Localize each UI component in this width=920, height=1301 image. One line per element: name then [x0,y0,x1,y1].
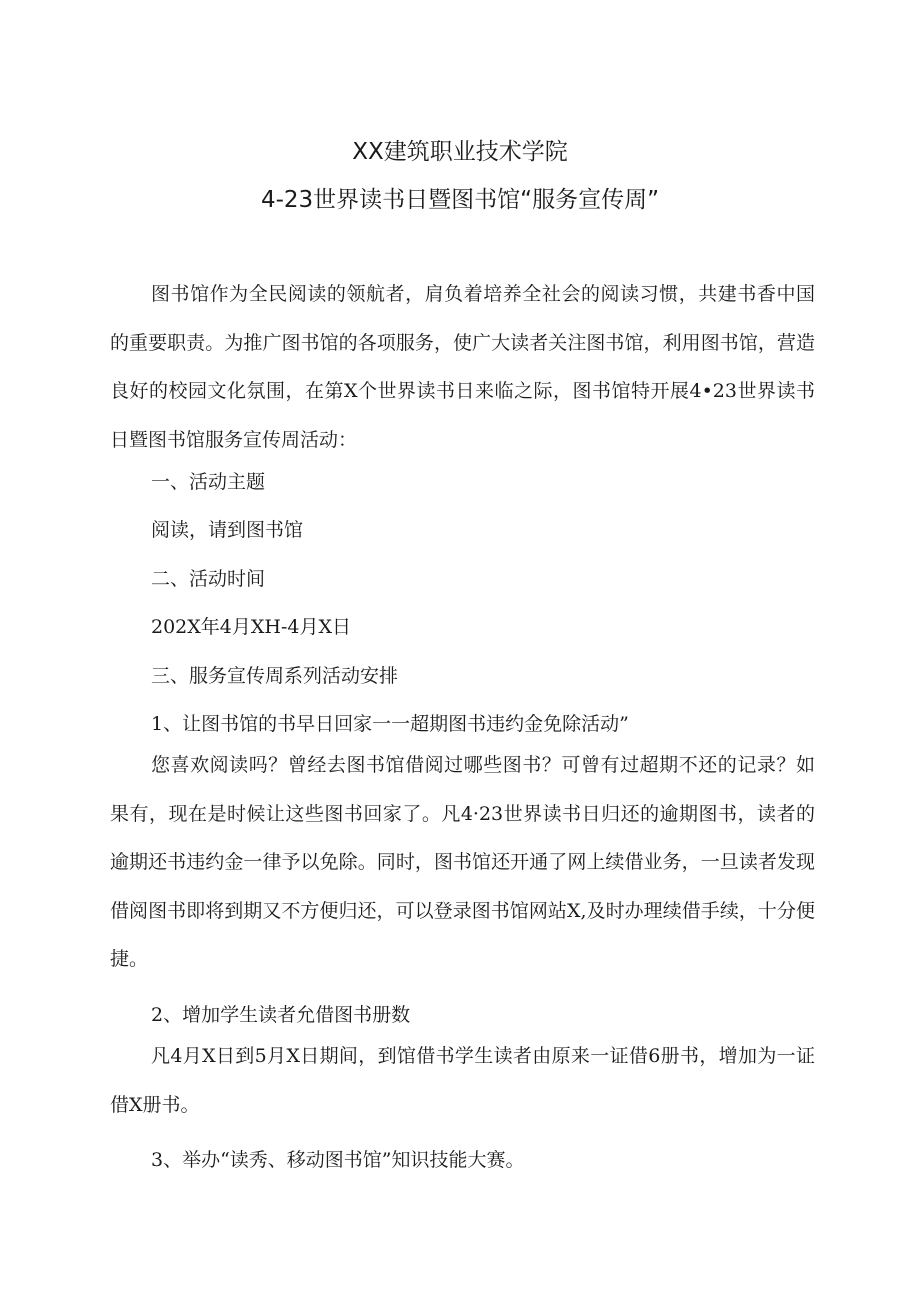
section-heading-schedule: 三、服务宣传周系列活动安排 [151,665,399,687]
activity-heading-3: 3、举办“读秀、移动图书馆”知识技能大赛。 [151,1149,525,1171]
intro-paragraph: 图书馆作为全民阅读的领航者，肩负着培养全社会的阅读习惯，共建书香中国的重要职责。为推广图书馆的各项服务，使广大读者关注图书馆，利用图书馆，营造良好的校园文化氛围，在第X个世界读书日来临之际，图书馆特开展4•23世界读书日暨图书馆服务宣传周活动： [110,283,815,451]
activity-paragraph-1: 您喜欢阅读吗？曾经去图书馆借阅过哪些图书？可曾有过超期不还的记录？如果有，现在是时候让这些图书回家了。凡4·23世界读书日归还的逾期图书，读者的逾期还书违约金一律予以免除。同时，图书馆还开通了网上续借业务，一旦读者发现借阅图书即将到期又不方便归还，可以登录图书馆网站X,及时办理续借手续，十分便捷。 [110,754,815,970]
section-content-time: 202X年4月XH-4月X日 [151,616,352,638]
document-title-school: XX建筑职业技术学院 [352,139,568,165]
section-heading-theme: 一、活动主题 [151,471,266,493]
section-heading-time: 二、活动时间 [151,568,266,590]
activity-heading-1: 1、让图书馆的书早日回家一一超期图书违约金免除活动” [151,713,629,735]
activity-paragraph-2: 凡4月X日到5月X日期间，到馆借书学生读者由原来一证借6册书，增加为一证借X册书。 [110,1045,815,1116]
activity-heading-2: 2、增加学生读者允借图书册数 [151,1004,411,1026]
section-content-theme: 阅读，请到图书馆 [151,519,304,541]
document-title-event: 4-23世界读书日暨图书馆“服务宣传周” [260,187,660,213]
